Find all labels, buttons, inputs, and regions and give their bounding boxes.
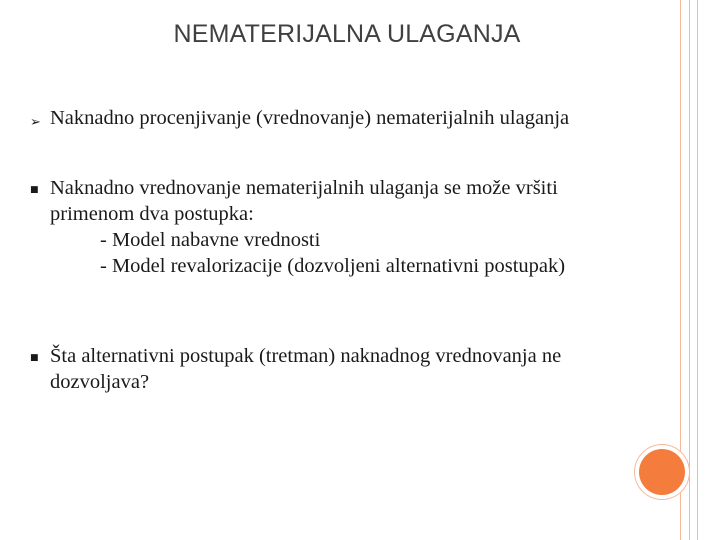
slide-title: NEMATERIJALNA ULAGANJA <box>173 20 521 48</box>
bullet-item <box>30 343 670 395</box>
square-bullet-icon: ■ <box>30 185 39 195</box>
decor-line <box>689 0 690 540</box>
sub-item: - Model nabavne vrednosti <box>100 229 321 251</box>
bullet-item <box>30 175 670 279</box>
bullet-item <box>30 105 670 131</box>
bullet-text: Naknadno procenjivanje (vrednovanje) nematerijalnih ulaganja <box>50 107 570 129</box>
bullet-text-line: Naknadno vrednovanje nematerijalnih ulaganja se može vršiti <box>50 177 558 199</box>
square-bullet-icon: ■ <box>30 353 39 363</box>
decor-line <box>697 0 698 540</box>
arrow-bullet-icon: ➢ <box>30 115 41 130</box>
sub-item: - Model revalorizacije (dozvoljeni alternativni postupak) <box>100 255 566 277</box>
bullet-text-line: dozvoljava? <box>50 371 150 393</box>
decor-circle <box>639 449 685 495</box>
bullet-text-line: Šta alternativni postupak (tretman) naknadnog vrednovanja ne <box>50 345 562 367</box>
bullet-text-line: primenom dva postupka: <box>50 203 254 225</box>
